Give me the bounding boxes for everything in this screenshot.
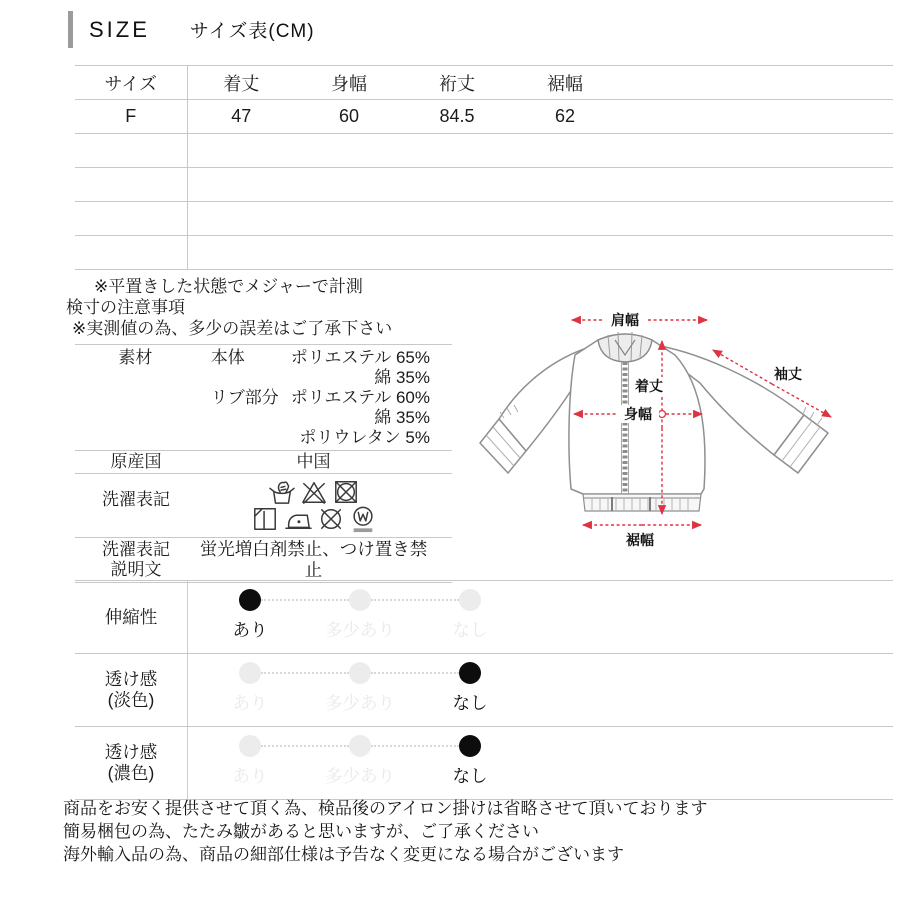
- origin-label: 原産国: [110, 452, 162, 471]
- scale-dot: [349, 589, 371, 611]
- scale-option-label: 多少あり: [325, 620, 395, 640]
- scale-dot: [239, 735, 261, 757]
- material-part: リブ部分: [210, 388, 279, 407]
- jacket-hem-band: [583, 494, 701, 511]
- size-table-header-row: [75, 66, 893, 100]
- sheerness-dark-row: [75, 726, 893, 800]
- hand-wash-icon: [268, 479, 296, 505]
- care-symbols-row: [75, 473, 452, 537]
- no-dry-clean-icon: [317, 506, 345, 532]
- section-header: [68, 11, 315, 48]
- sheerness-light-row: [75, 653, 893, 726]
- disclaimer-line: 簡易梱包の為、たたみ皺があると思いますが、ご了承ください: [63, 822, 539, 841]
- material-value: 綿 35%: [374, 408, 430, 427]
- product-info-table: [75, 344, 452, 583]
- origin-value: 中国: [296, 452, 331, 471]
- disclaimer-line: 海外輸入品の為、商品の細部仕様は予告なく変更になる場合がございます: [63, 845, 624, 864]
- scale-option-label: あり: [232, 766, 268, 786]
- scale-option-label: あり: [232, 693, 268, 713]
- material-label: 素材: [118, 348, 153, 367]
- header-title-ja: サイズ表(CM): [189, 21, 315, 42]
- jacket-measurement-diagram: [452, 293, 878, 565]
- measuring-notes: [66, 276, 392, 339]
- col-header-size: サイズ: [75, 66, 187, 100]
- diagram-label-body-width: 身幅: [624, 406, 652, 422]
- note-line: 検寸の注意事項: [66, 298, 185, 317]
- diagram-label-hem-width: 裾幅: [626, 532, 654, 548]
- sheerness-dark-label-sub: (濃色): [107, 763, 155, 783]
- care-note-value: 蛍光増白剤禁止、つけ置き禁止: [199, 539, 428, 580]
- stretch-label: 伸縮性: [104, 606, 158, 627]
- cell-size: F: [75, 100, 187, 134]
- header-title-en: SIZE: [89, 16, 150, 42]
- scale-option-label: なし: [452, 766, 488, 786]
- scale-dot: [239, 662, 261, 684]
- scale-dot: [459, 589, 481, 611]
- diagram-label-body-length: 着丈: [635, 378, 663, 394]
- size-table-empty-row: [75, 236, 893, 270]
- scale-connector: [261, 672, 349, 674]
- material-part: [196, 368, 291, 388]
- material-part: [196, 408, 291, 428]
- care-note-label-2: 説明文: [110, 560, 162, 579]
- scale-option-label: なし: [452, 693, 488, 713]
- size-table-empty-row: [75, 202, 893, 236]
- scale-option-label: 多少あり: [325, 693, 395, 713]
- cell-length: 47: [187, 100, 295, 134]
- care-note-row: [75, 537, 452, 583]
- scale-dot: [239, 589, 261, 611]
- header-accent-bar: [68, 11, 73, 48]
- scale-option-label: 多少あり: [325, 766, 395, 786]
- scale-connector: [261, 745, 349, 747]
- sheerness-light-label: 透け感: [104, 669, 158, 689]
- material-row: [75, 344, 452, 450]
- col-header-hem: 裾幅: [511, 66, 619, 100]
- care-label: 洗濯表記: [102, 490, 170, 509]
- origin-row: [75, 450, 452, 473]
- cell-hem: 62: [511, 100, 619, 134]
- attribute-scales: [75, 580, 893, 800]
- material-value: ポリウレタン 5%: [299, 428, 430, 447]
- care-note-label-1: 洗濯表記: [102, 540, 170, 559]
- sheerness-light-label-sub: (淡色): [107, 690, 155, 710]
- material-part: [196, 428, 291, 448]
- note-line: ※平置きした状態でメジャーで計測: [94, 277, 363, 296]
- size-table: [75, 65, 893, 270]
- line-dry-in-shade-icon: [251, 506, 279, 532]
- diagram-label-sleeve-length: 袖丈: [774, 366, 802, 382]
- size-table-row-f: [75, 100, 893, 134]
- stretch-row: [75, 580, 893, 653]
- scale-connector: [371, 672, 459, 674]
- scale-connector: [371, 745, 459, 747]
- cell-width: 60: [295, 100, 403, 134]
- scale-connector: [371, 599, 459, 601]
- material-value: 綿 35%: [374, 368, 430, 387]
- size-table-empty-row: [75, 134, 893, 168]
- scale-dot: [349, 662, 371, 684]
- cell-sleeve: 84.5: [403, 100, 511, 134]
- scale-option-label: なし: [452, 620, 488, 640]
- no-tumble-dry-icon: [332, 479, 360, 505]
- zipper-cross-marker: [659, 411, 666, 418]
- scale-option-label: あり: [232, 620, 268, 640]
- iron-low-icon: [283, 506, 313, 532]
- scale-connector: [261, 599, 349, 601]
- footer-disclaimers: [63, 797, 707, 866]
- col-header-width: 身幅: [295, 66, 403, 100]
- note-line: ※実測値の為、多少の誤差はご了承下さい: [72, 319, 393, 338]
- size-table-empty-row: [75, 168, 893, 202]
- col-header-length: 着丈: [187, 66, 295, 100]
- disclaimer-line: 商品をお安く提供させて頂く為、検品後のアイロン掛けは省略させて頂いております: [63, 799, 708, 818]
- material-value: ポリエステル 60%: [290, 388, 430, 407]
- scale-dot: [459, 662, 481, 684]
- sheerness-dark-label: 透け感: [104, 742, 158, 762]
- scale-dot: [349, 735, 371, 757]
- diagram-label-shoulder-width: 肩幅: [611, 312, 639, 328]
- material-part: 本体: [210, 348, 245, 367]
- col-header-sleeve: 裄丈: [403, 66, 511, 100]
- no-bleach-icon: [300, 479, 328, 505]
- scale-dot: [459, 735, 481, 757]
- material-value: ポリエステル 65%: [290, 348, 430, 367]
- wet-clean-gentle-icon: [349, 505, 377, 533]
